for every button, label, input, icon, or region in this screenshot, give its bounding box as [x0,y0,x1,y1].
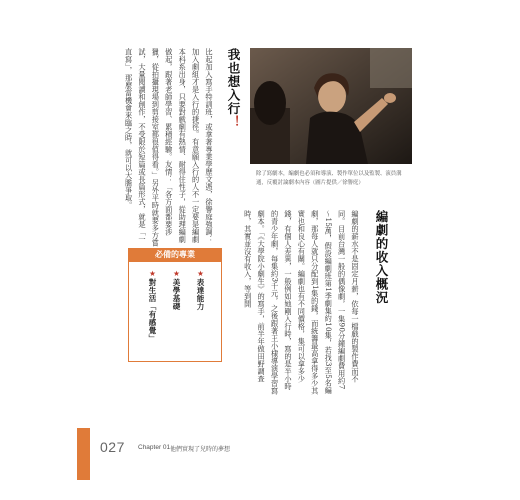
essential-item-label: 表達能力 [196,278,205,311]
essentials-box [128,248,222,362]
section-title: 編劇的收入概況 [374,210,389,305]
essential-item [195,269,206,357]
title-exclamation: ！ [226,115,241,129]
section-body: 編劇的薪水不是固定月薪，依每一檔戲的製作費而不同。目前台灣一般的偶像劇，一集90分鐘編劇費用約7～15萬，假設編劇班第1季劇集約10集，若找3至5名編劇，那每人就只分配到1集的錢，而統籌最高拿得多少其實也和良心有關。編劇也有不同價格，集可以拿多少錢，有個人差異，一般例如她剛入行時，寫的是半小時的青少年劇，每集約3千元，之後跟著王小棣導演學習寫劇本。「《大學院小劇生》的寫手，前半年做田野調查時，其實並沒有收入，等到開 [243,210,360,395]
scene-photo [250,48,412,164]
chapter-title: 他們實現了兒時的夢想 [170,446,231,453]
section-body: 比起加入寫手特訓班，或拿著專業學歷文憑，徐譽庭強調：加入劇組才是入行的捷徑。有意願入行的人不一定要是編劇本科系出身，只要對戲劇有熱情、耐得住性子，從助理編劇做起，跟著老師學習、累積經驗。友情：「各方面都要涉獵，從拍攝現場到剪接室都很值得看。」另外平時就要多方嘗試，大量閱讀和創作，不受限於短篇或長篇形式，就是「一直寫」，那麼當機會來臨之時，就可以大膽爭取。 [124,48,214,247]
page-number: 027 [100,439,125,455]
section-title-text: 我也想入行 [226,48,241,116]
footer-accent-bar [77,428,90,480]
essential-item [171,269,182,357]
section-title [224,48,242,168]
star-icon: ★ [172,269,181,279]
photo-illustration [250,48,412,164]
essential-item [147,269,158,357]
essential-item-label: 美學基礎 [172,278,181,311]
star-icon: ★ [196,269,205,279]
chapter-label: Chapter 01 [138,444,171,451]
essentials-header: 必備的專業 [128,248,222,262]
star-icon: ★ [148,269,157,279]
photo-caption: 除了寫劇本，編劇也必須和導演、製作單位以及監製、演員溝通，反覆討論劇本內容（圖片提供／徐譽庭） [256,171,402,186]
essential-item-label: 對生活「有感覺」 [148,278,157,343]
